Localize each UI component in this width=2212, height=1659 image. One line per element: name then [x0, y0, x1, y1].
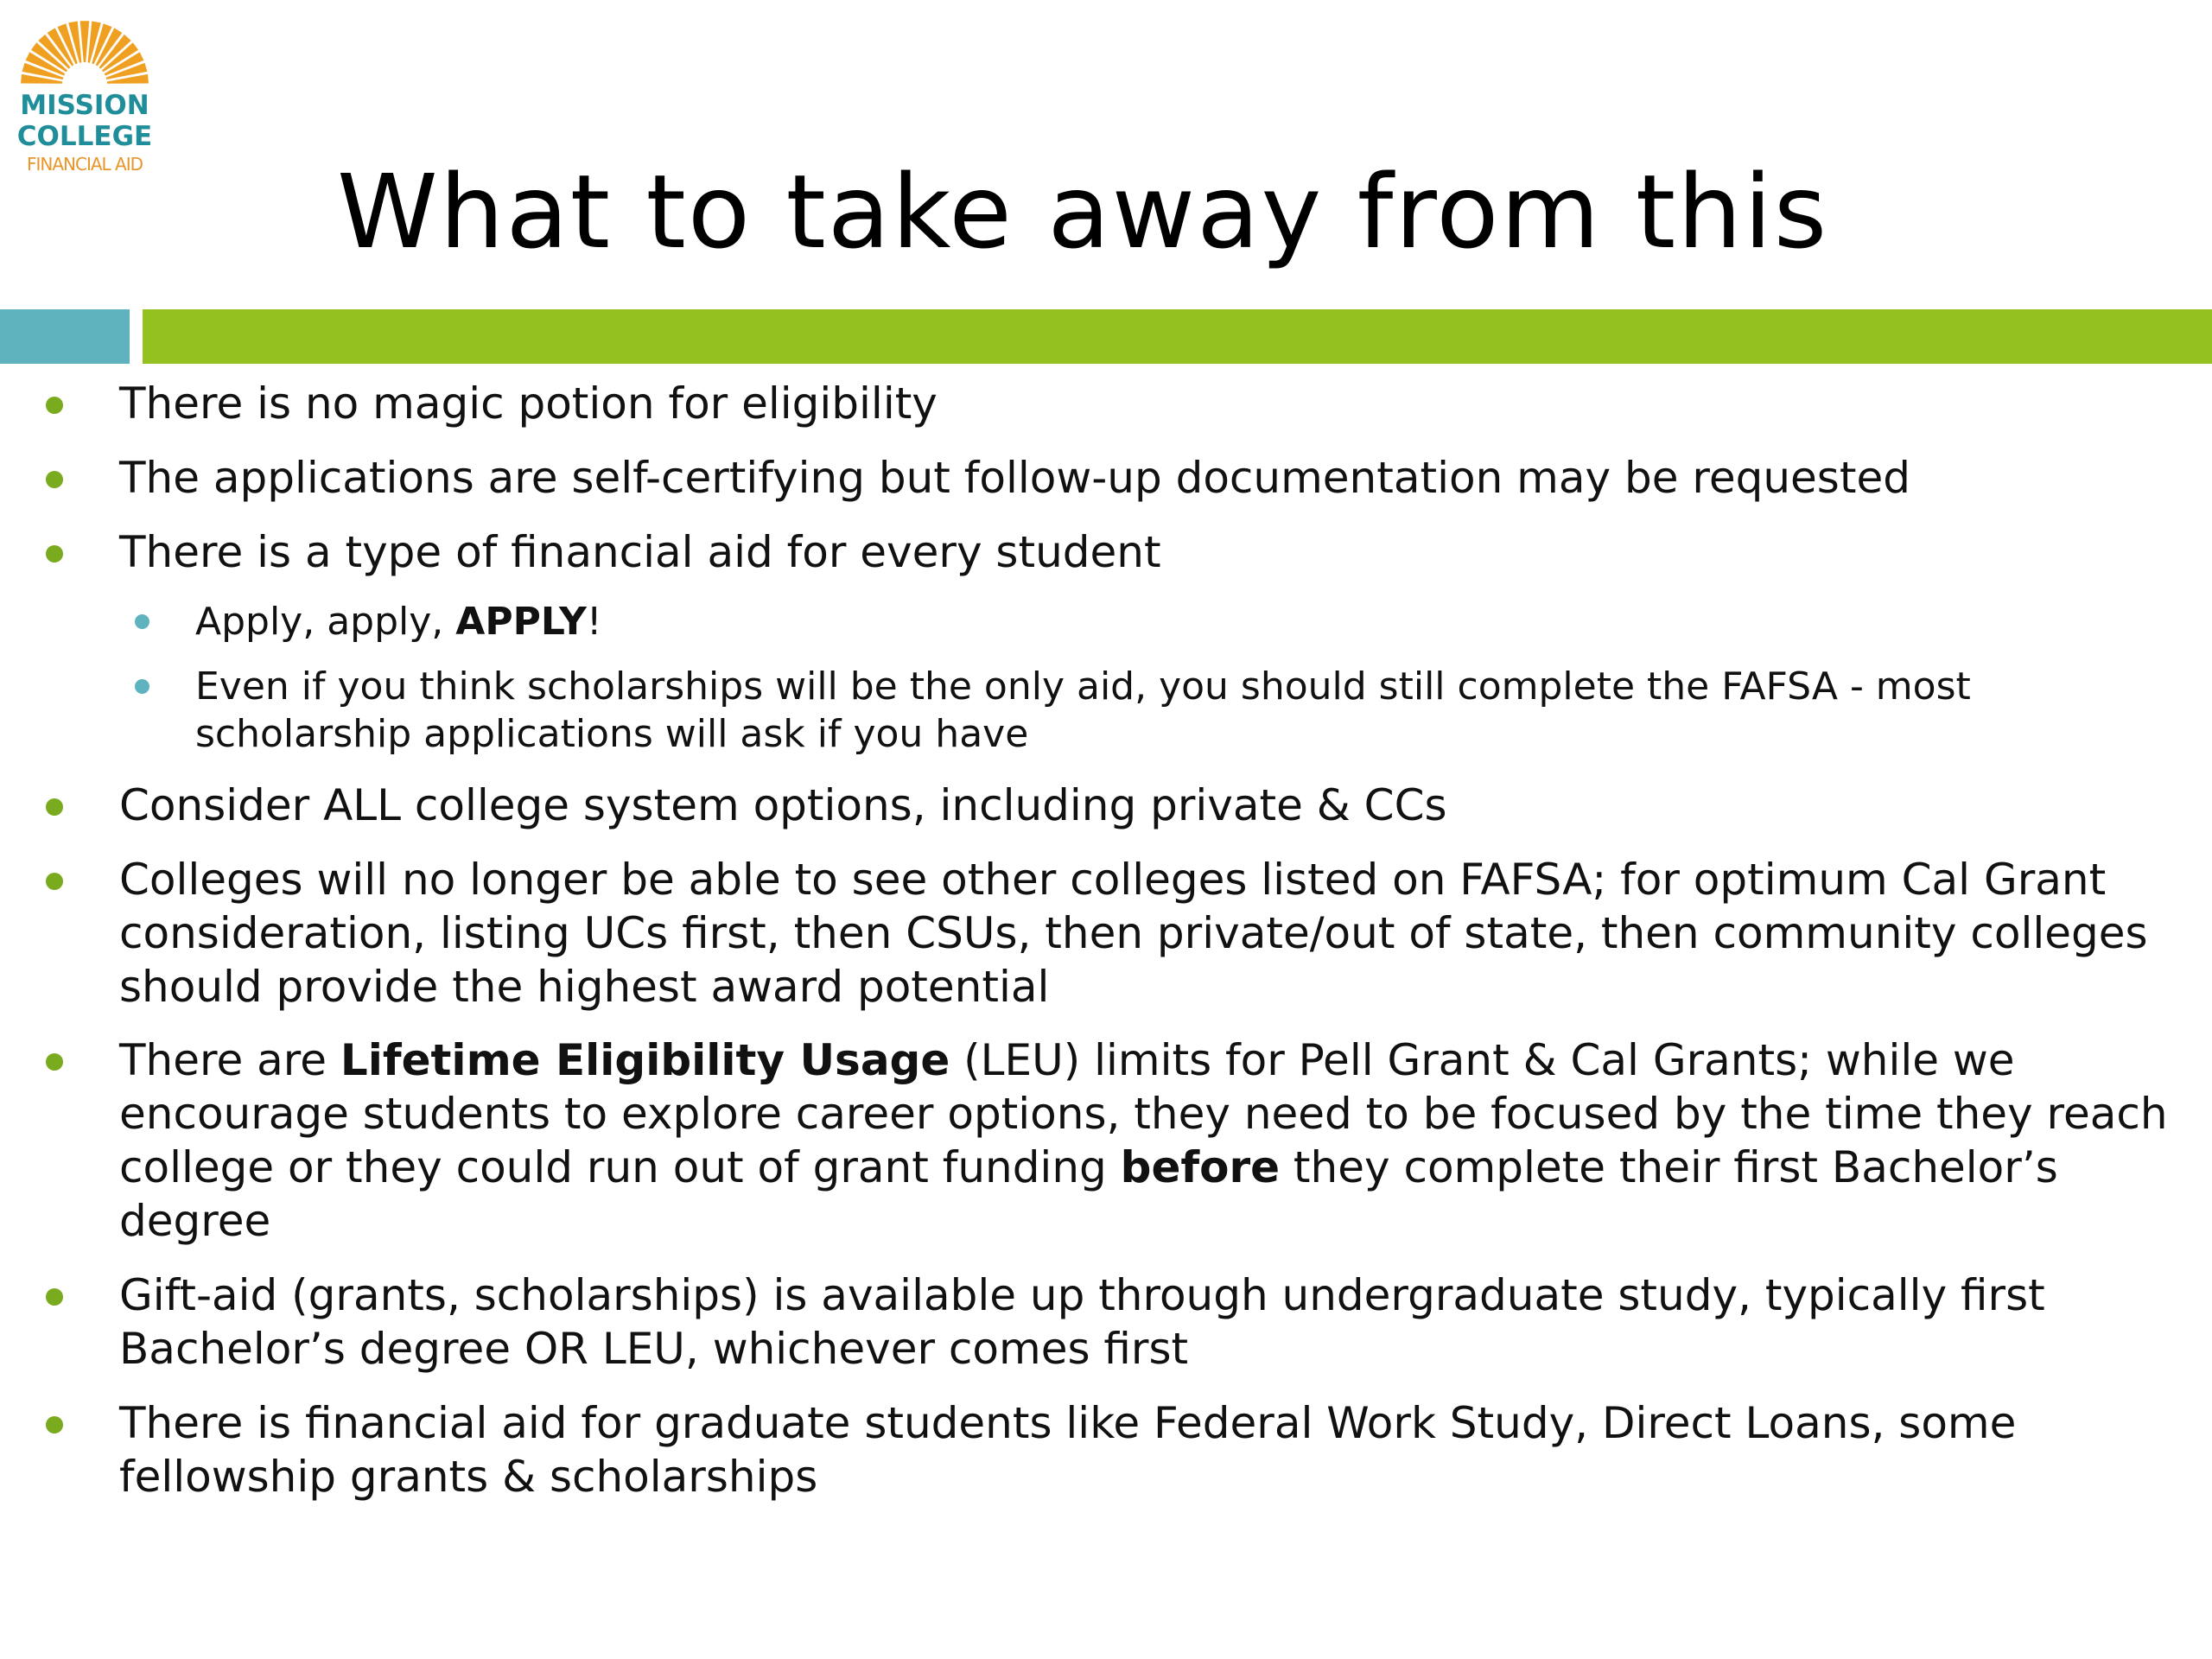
sub-bullet-item [195, 663, 2053, 758]
accent-bar-green [143, 309, 2212, 364]
sun-ray [80, 21, 90, 62]
sun-rays-icon [16, 16, 154, 88]
bullet-item [119, 525, 2193, 579]
bullet-text: Consider ALL college system options, including private & CCs [119, 780, 1447, 830]
bullet-text: Gift-aid (grants, scholarships) is available up through undergraduate study, typically first Bachelor’s degree OR LEU, whichever comes first [119, 1270, 2045, 1374]
bullet-text: they complete their first Bachelor’s degree [119, 1142, 2058, 1246]
bullet-text: There is financial aid for graduate students like Federal Work Study, Direct Loans, some fellowship grants & scholarships [119, 1398, 2017, 1502]
bullet-text: There is a type of financial aid for every student [119, 527, 1161, 577]
bullet-text: The applications are self-certifying but follow-up documentation may be requested [119, 453, 1910, 503]
logo-text-college: COLLEGE [16, 121, 153, 152]
bullet-item [119, 377, 2193, 430]
sub-bullet-text: ! [586, 600, 602, 644]
accent-bar-teal [0, 309, 130, 364]
sub-bullet-item [195, 598, 2053, 645]
sub-bullet-text: Apply, apply, [195, 600, 456, 644]
bullet-item [119, 853, 2193, 1014]
slide-title: What to take away from this [337, 152, 1829, 271]
bullet-emphasis: Lifetime Eligibility Usage [340, 1035, 950, 1085]
bullet-item [119, 451, 2193, 505]
bullet-text: There are [119, 1035, 340, 1085]
bullet-item [119, 1396, 2193, 1503]
sub-bullet-emphasis: APPLY [455, 600, 587, 644]
logo-text-financial-aid: FINANCIAL AID [26, 154, 143, 175]
bullet-text: (LEU) limits for Pell Grant & Cal Grants; while we encourage students to explore career options, they need to be focused by the time they reach college or they could run out of grant funding [119, 1035, 2168, 1192]
bullet-item [119, 1268, 2193, 1376]
sub-bullet-text: Even if you think scholarships will be the only aid, you should still complete the FAFSA - most scholarship applications will ask if you have [195, 664, 1971, 756]
bullet-text: There is no magic potion for eligibility [119, 378, 938, 429]
bullet-text: Colleges will no longer be able to see other colleges listed on FAFSA; for optimum Cal Grant consideration, listing UCs first, then CSUs, then private/out of state, then community colleges should provide the highest award potential [119, 855, 2148, 1012]
logo-text-mission: MISSION [20, 90, 149, 121]
bullet-item [119, 1033, 2193, 1248]
mission-college-logo [16, 16, 154, 180]
bullet-item [119, 779, 2193, 832]
bullet-emphasis: before [1120, 1142, 1281, 1192]
